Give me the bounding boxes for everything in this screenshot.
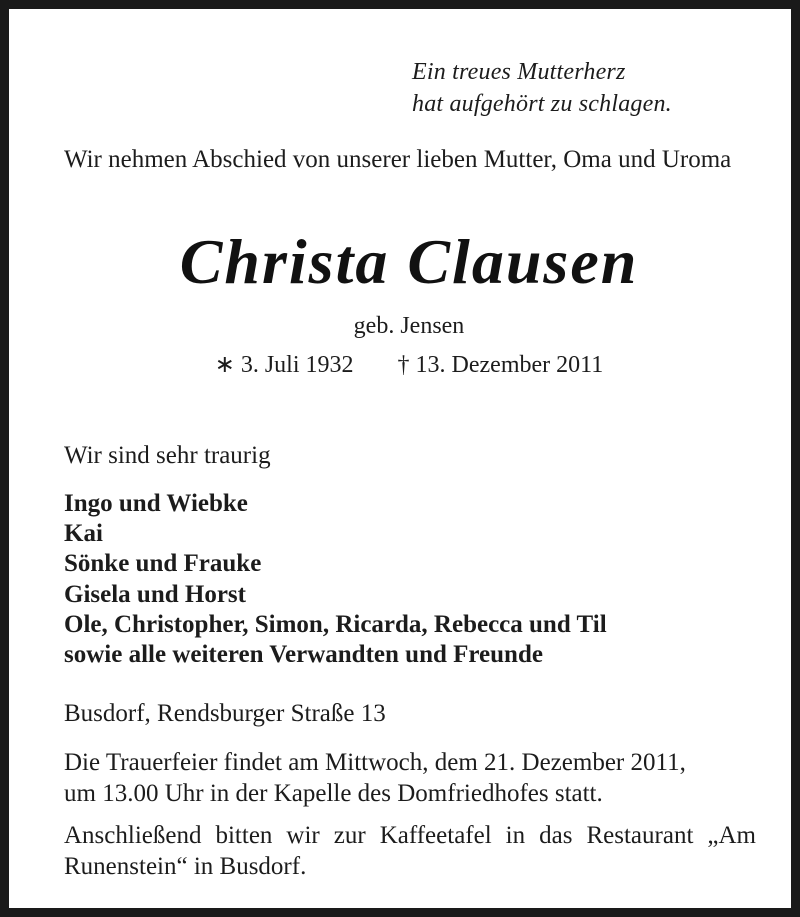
maiden-name: geb. Jensen (353, 313, 465, 339)
life-dates (9, 350, 800, 380)
mourner-line: Sönke und Frauke (64, 550, 262, 578)
sadness-statement: Wir sind sehr traurig (64, 442, 271, 469)
mourner-line: Gisela und Horst (64, 580, 246, 608)
funeral-line-1: Die Trauerfeier findet am Mittwoch, dem 21. Dezember 2011, (64, 749, 686, 776)
reception-info: Anschließend bitten wir zur Kaffeetafel in das Restaurant „Am Runenstein“ in Busdorf. (64, 822, 756, 880)
memorial-quote (412, 56, 672, 120)
quote-line-1: Ein treues Mutterherz (412, 59, 626, 85)
mourner-line: Ole, Christopher, Simon, Ricarda, Rebecca und Til (64, 610, 607, 638)
deceased-name: Christa Clausen (179, 226, 639, 297)
birth-date: ∗ 3. Juli 1932 (214, 352, 354, 378)
death-date: † 13. Dezember 2011 (397, 352, 604, 378)
funeral-info (64, 747, 764, 809)
mourner-line: Kai (64, 520, 103, 548)
quote-line-2: hat aufgehört zu schlagen. (412, 91, 672, 117)
funeral-line-2: um 13.00 Uhr in der Kapelle des Domfriedhofes statt. (64, 780, 603, 807)
mourner-line: Ingo und Wiebke (64, 490, 248, 517)
mourner-line: sowie alle weiteren Verwandten und Freunde (64, 641, 543, 669)
mourners-list (64, 489, 607, 670)
farewell-intro: Wir nehmen Abschied von unserer lieben Mutter, Oma und Uroma (64, 146, 732, 173)
family-address: Busdorf, Rendsburger Straße 13 (64, 700, 386, 727)
